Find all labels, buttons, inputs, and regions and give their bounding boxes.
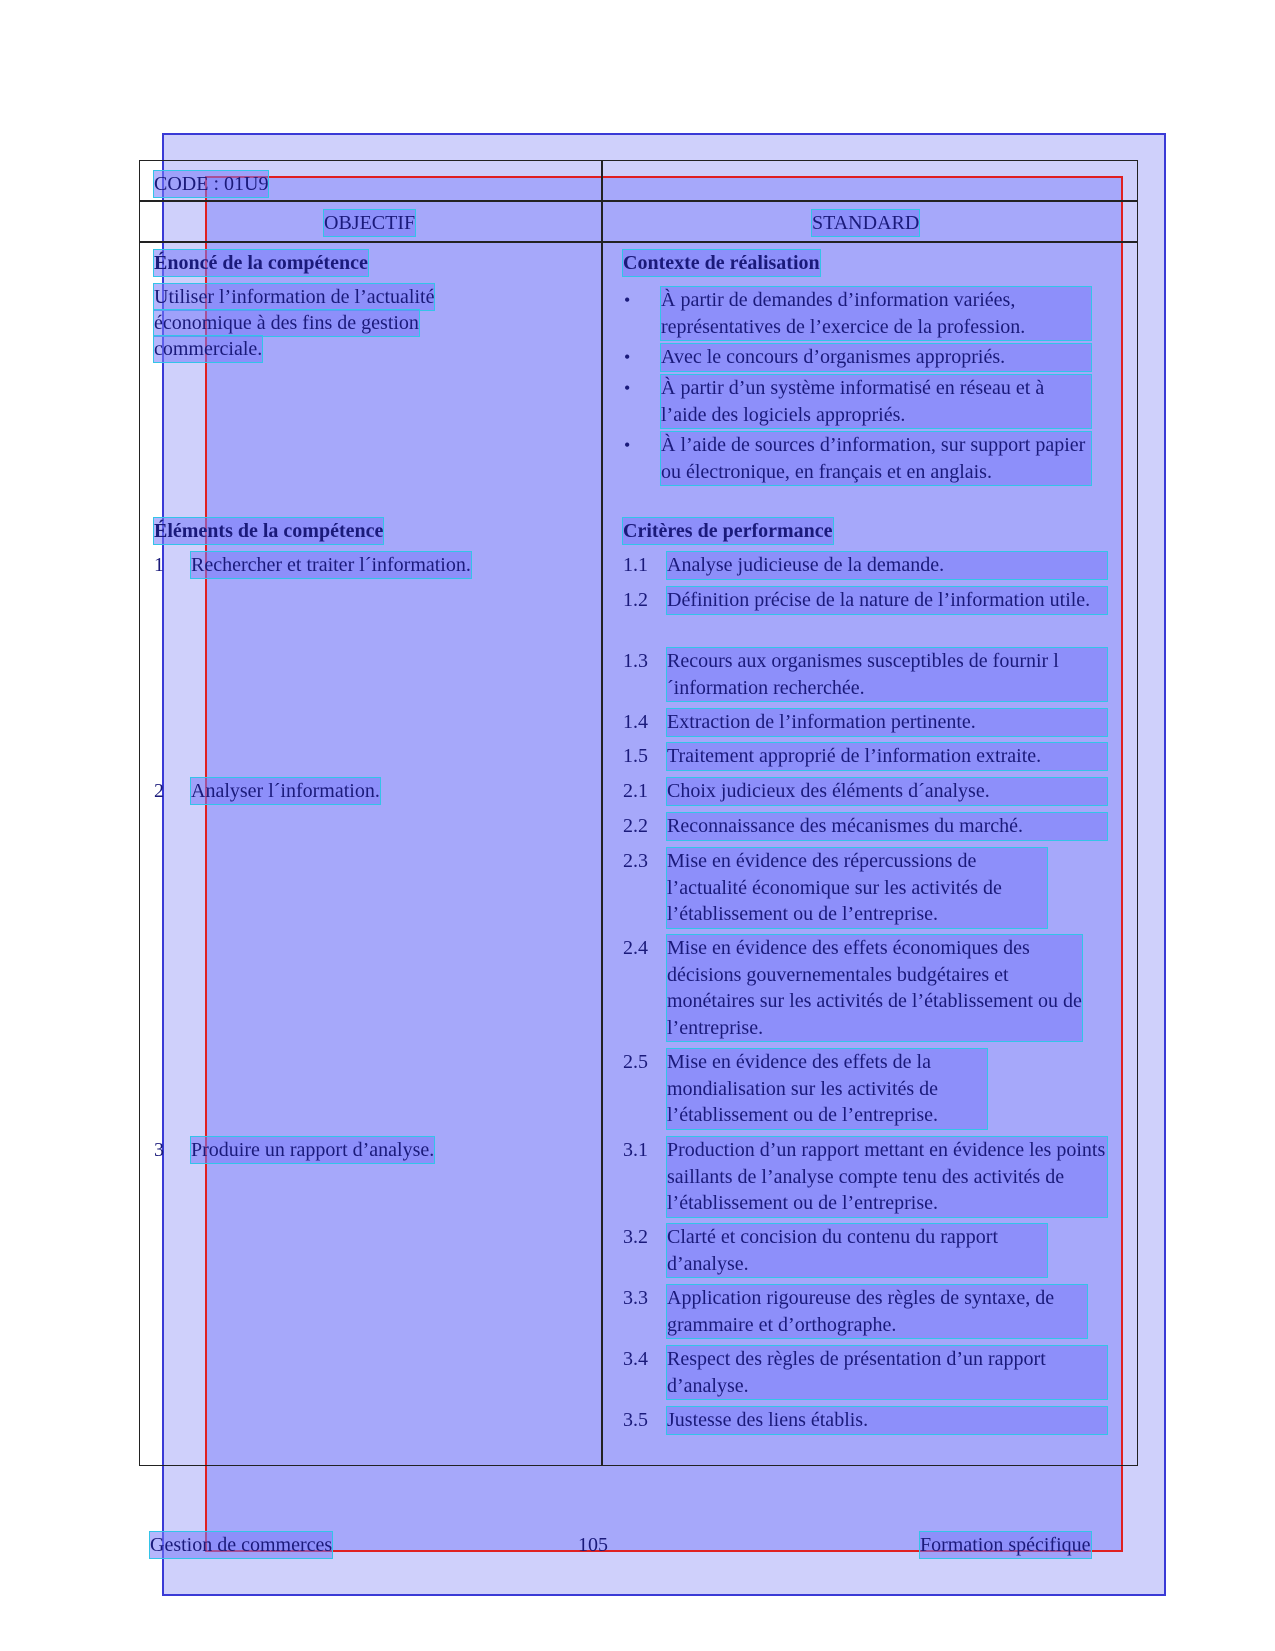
critere-text: Analyse judicieuse de la demande. — [667, 552, 1107, 579]
contexte-item: Avec le concours d’organismes appropriés. — [661, 344, 1091, 371]
enonce-line: économique à des fins de gestion — [154, 312, 419, 334]
critere-text: Mise en évidence des effets de la mondialisation sur les activités de l’établissement ou de l’entreprise. — [667, 1049, 987, 1129]
table-header-divider — [139, 241, 1138, 243]
element-number: 1 — [154, 554, 164, 576]
element-text: Produire un rapport d’analyse. — [191, 1139, 435, 1161]
critere-number: 1.5 — [623, 745, 648, 767]
critere-number: 1.2 — [623, 589, 648, 611]
footer-program-name: Gestion de commerces — [150, 1534, 333, 1556]
critere-text: Recours aux organismes susceptibles de fournir l´information recherchée. — [667, 648, 1107, 701]
critere-text: Extraction de l’information pertinente. — [667, 709, 1107, 736]
bullet-icon: • — [624, 290, 631, 310]
critere-text: Application rigoureuse des règles de syntaxe, de grammaire et d’orthographe. — [667, 1285, 1087, 1338]
contexte-item: À l’aide de sources d’information, sur support papier ou électronique, en français et en anglais. — [661, 432, 1091, 485]
critere-number: 3.1 — [623, 1139, 648, 1161]
critere-text: Définition précise de la nature de l’information utile. — [667, 587, 1107, 614]
footer-page-number: 105 — [578, 1534, 608, 1556]
critere-text: Production d’un rapport mettant en évidence les points saillants de l’analyse compte tenu des activités de l’établissement ou de l’entreprise. — [667, 1137, 1107, 1217]
footer-section-name: Formation spécifique — [920, 1534, 1091, 1556]
critere-number: 2.4 — [623, 937, 648, 959]
element-text: Rechercher et traiter l´information. — [191, 554, 471, 576]
critere-number: 1.1 — [623, 554, 648, 576]
critere-number: 2.2 — [623, 815, 648, 837]
critere-number: 2.1 — [623, 780, 648, 802]
bullet-icon: • — [624, 347, 631, 367]
bullet-icon: • — [624, 435, 631, 455]
enonce-title: Énoncé de la compétence — [154, 252, 368, 274]
elements-title: Éléments de la compétence — [154, 520, 384, 542]
element-number: 2 — [154, 780, 164, 802]
element-text: Analyser l´information. — [191, 780, 380, 802]
table-row-divider — [139, 200, 1138, 202]
enonce-line: Utiliser l’information de l’actualité — [154, 286, 435, 308]
critere-number: 2.3 — [623, 850, 648, 872]
column-header-objectif: OBJECTIF — [324, 212, 416, 234]
critere-number: 1.4 — [623, 711, 648, 733]
contexte-title: Contexte de réalisation — [623, 252, 820, 274]
table-column-divider — [601, 160, 603, 1466]
contexte-item: À partir d’un système informatisé en réseau et à l’aide des logiciels appropriés. — [661, 375, 1091, 428]
critere-text: Respect des règles de présentation d’un rapport d’analyse. — [667, 1346, 1107, 1399]
critere-number: 3.5 — [623, 1409, 648, 1431]
critere-text: Reconnaissance des mécanismes du marché. — [667, 813, 1107, 840]
critere-text: Choix judicieux des éléments d´analyse. — [667, 778, 1107, 805]
critere-number: 2.5 — [623, 1051, 648, 1073]
critere-text: Clarté et concision du contenu du rapport d’analyse. — [667, 1224, 1047, 1277]
enonce-line: commerciale. — [154, 338, 263, 360]
bullet-icon: • — [624, 378, 631, 398]
critere-text: Traitement approprié de l’information extraite. — [667, 743, 1107, 770]
critere-number: 3.4 — [623, 1348, 648, 1370]
element-number: 3 — [154, 1139, 164, 1161]
critere-text: Mise en évidence des répercussions de l’actualité économique sur les activités de l’établissement ou de l’entreprise. — [667, 848, 1047, 928]
critere-text: Justesse des liens établis. — [667, 1407, 1107, 1434]
critere-text: Mise en évidence des effets économiques des décisions gouvernementales budgétaires et monétaires sur les activités de l’établissement ou de l’entreprise. — [667, 935, 1082, 1041]
critere-number: 3.3 — [623, 1287, 648, 1309]
critere-number: 3.2 — [623, 1226, 648, 1248]
column-header-standard: STANDARD — [812, 212, 920, 234]
contexte-item: À partir de demandes d’information variées, représentatives de l’exercice de la profession. — [661, 287, 1091, 340]
criteres-title: Critères de performance — [623, 520, 833, 542]
critere-number: 1.3 — [623, 650, 648, 672]
code-label: CODE : 01U9 — [154, 173, 269, 195]
